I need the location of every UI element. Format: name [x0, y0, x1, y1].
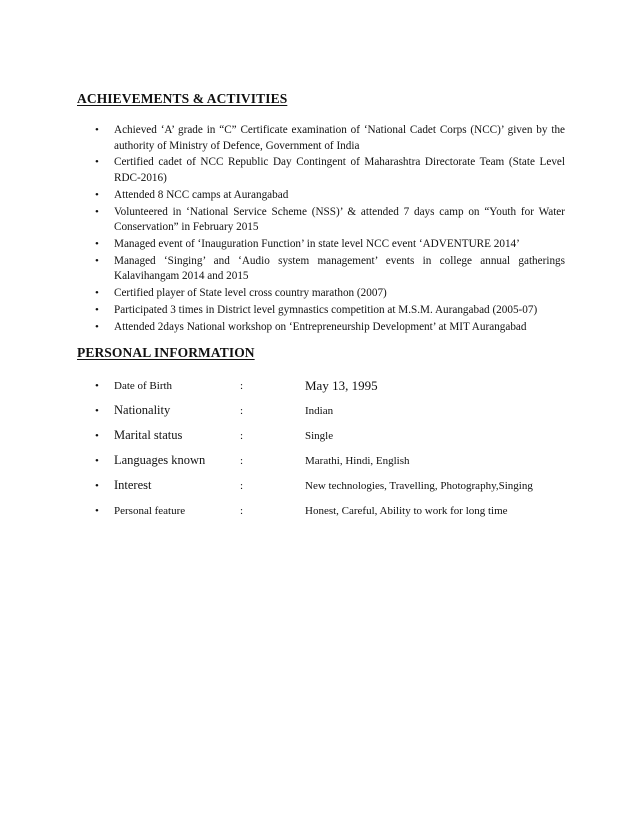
- personal-info-list: [95, 373, 565, 523]
- marital-status-colon: :: [240, 429, 244, 442]
- personal-info-row-marital: [95, 423, 565, 448]
- achievements-list: [95, 123, 565, 336]
- achievements-heading: ACHIEVEMENTS & ACTIVITIES: [77, 91, 288, 106]
- personal-feature-value: Honest, Careful, Ability to work for long time: [305, 504, 508, 517]
- languages-colon: :: [240, 454, 244, 467]
- interest-value: New technologies, Travelling, Photography,Singing: [305, 479, 533, 492]
- dob-colon: :: [240, 379, 244, 392]
- personal-info-row-interest: [95, 473, 565, 498]
- achievement-item: • Certified cadet of NCC Republic Day Contingent of Maharashtra Directorate Team (State Level RDC-2016): [95, 155, 565, 186]
- nationality-colon: :: [240, 404, 244, 417]
- dob-label: • Date of Birth: [114, 379, 173, 392]
- achievement-item: • Managed ‘Singing’ and ‘Audio system management’ events in college annual gatherings Kalavihangam 2014 and 2015: [95, 254, 565, 285]
- nationality-label: • Nationality: [114, 403, 171, 417]
- personal-info-row-dob: [95, 373, 565, 398]
- achievement-item: • Attended 8 NCC camps at Aurangabad: [95, 188, 565, 204]
- interest-label: • Interest: [114, 478, 152, 492]
- languages-label: • Languages known: [114, 453, 206, 467]
- personal-info-row-languages: [95, 448, 565, 473]
- interest-colon: :: [240, 479, 244, 492]
- personal-info-row-nationality: [95, 398, 565, 423]
- personal-info-row-feature: [95, 498, 565, 523]
- achievement-item: • Managed event of ‘Inauguration Function’ in state level NCC event ‘ADVENTURE 2014’: [95, 237, 565, 253]
- personal-feature-colon: :: [240, 504, 244, 517]
- languages-value: Marathi, Hindi, English: [305, 454, 410, 467]
- achievement-item: • Achieved ‘A’ grade in “C” Certificate examination of ‘National Cadet Corps (NCC)’ given by the authority of Ministry of Defence, Government of India: [95, 123, 565, 154]
- dob-value: May 13, 1995: [305, 377, 378, 393]
- achievement-item: • Certified player of State level cross country marathon (2007): [95, 286, 565, 302]
- nationality-value: Indian: [305, 404, 334, 417]
- achievement-item: • Participated 3 times in District level gymnastics competition at M.S.M. Aurangabad (2005-07): [95, 303, 565, 319]
- marital-status-label: • Marital status: [114, 428, 183, 442]
- achievement-item: • Volunteered in ‘National Service Scheme (NSS)’ & attended 7 days camp on “Youth for Water Conservation” in February 2015: [95, 205, 565, 236]
- personal-feature-label: • Personal feature: [114, 504, 186, 517]
- achievement-item: • Attended 2days National workshop on ‘Entrepreneurship Development’ at MIT Aurangabad: [95, 320, 565, 336]
- marital-status-value: Single: [305, 429, 334, 442]
- personal-info-heading: PERSONAL INFORMATION: [77, 345, 255, 360]
